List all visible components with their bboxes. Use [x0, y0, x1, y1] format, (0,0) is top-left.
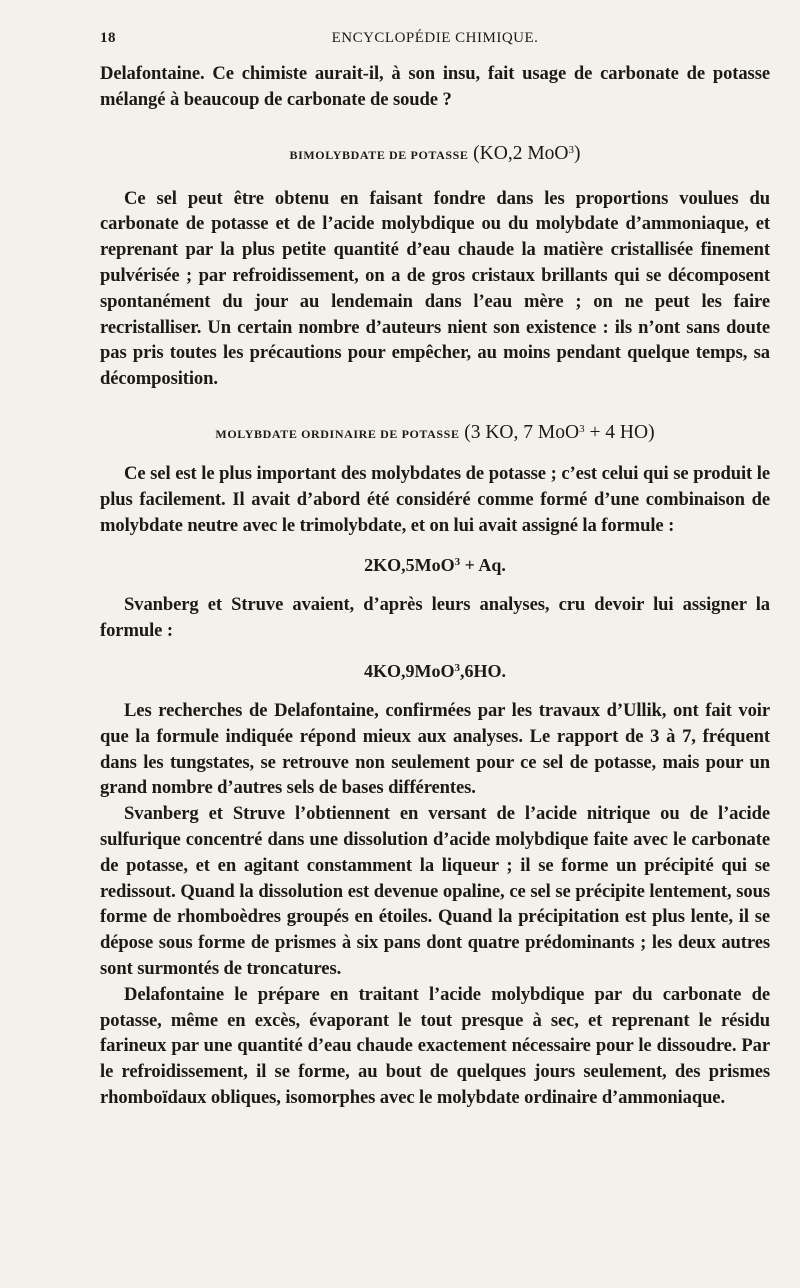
section-heading-bimolybdate	[100, 141, 770, 168]
section-heading-molybdate-ordinaire	[100, 420, 770, 447]
paragraph-2: Ce sel peut être obtenu en faisant fondre dans les proportions voulues du carbonate de potasse et de l’acide molybdique ou du molybdate d’ammoniaque, et reprenant par la plus petite quantité d’eau chaude la matière cristallisée finement pulvérisée ; par refroidissement, on a de gros cristaux brillants qui se décomposent spontanément du jour au lendemain dans l’eau mère ; on ne peut les faire recristalliser. Un certain nombre d’auteurs nient son existence : ils n’ont sans doute pas pris toutes les précautions pour empêcher, au moins pendant quelque temps, sa décomposition.	[100, 187, 770, 390]
paragraph-6: Svanberg et Struve l’obtiennent en versant de l’acide nitrique ou de l’acide sulfurique concentré dans une dissolution d’acide molybdique faite avec le carbonate de potasse, et en agitant constamment la liqueur ; il se forme un précipité qui se redissout. Quand la dissolution est devenue opaline, ce sel se précipite lentement, sous forme de rhomboèdres groupés en étoiles. Quand la précipitation est plus lente, il se dépose sous forme de prismes à six pans dont quatre prédominants ; les deux autres sont surmontés de troncatures.	[100, 803, 770, 979]
book-page	[100, 30, 770, 1111]
running-head	[100, 30, 770, 52]
heading-formula: (3 KO, 7 MoO$^3$ + 4 HO)	[464, 421, 655, 443]
paragraph-7: Delafontaine le prépare en traitant l’acide molybdique par du carbonate de potasse, même en excès, évaporant le tout presque à sec, et reprenant le résidu farineux par une quantité d’eau chaude exactement nécessaire pour le dissoudre. Par le refroidissement, il se forme, au bout de quelques jours seulement, des prismes rhomboïdaux obliques, isomorphes avec le molybdate ordinaire d’ammoniaque.	[100, 983, 770, 1108]
formula-2: 4KO,9MoO$^3$,6HO.	[363, 660, 506, 681]
heading-label: BIMOLYBDATE DE POTASSE	[289, 147, 469, 162]
page-number: 18	[100, 30, 116, 46]
paragraph-3: Ce sel est le plus important des molybdates de potasse ; c’est celui qui se produit le plus facilement. Il avait d’abord été considéré comme formé d’une combinaison de molybdate neutre avec le trimolybdate, et on lui avait assigné la formule :	[100, 462, 770, 536]
paragraph-1: Delafontaine. Ce chimiste aurait-il, à son insu, fait usage de carbonate de potasse mélangé à beaucoup de carbonate de soude ?	[100, 63, 770, 110]
heading-label: MOLYBDATE ORDINAIRE DE POTASSE	[215, 426, 460, 441]
paragraph-4: Svanberg et Struve avaient, d’après leurs analyses, cru devoir lui assigner la formule :	[100, 594, 770, 642]
formula-1: 2KO,5MoO$^3$ + Aq.	[364, 555, 506, 576]
heading-formula: (KO,2 MoO$^3$)	[473, 142, 581, 164]
running-title: ENCYCLOPÉDIE CHIMIQUE.	[331, 30, 539, 46]
paragraph-5: Les recherches de Delafontaine, confirmées par les travaux d’Ullik, ont fait voir que la formule indiquée répond mieux aux analyses. Le rapport de 3 à 7, fréquent dans les tungstates, se retrouve non seulement pour ce sel de potasse, mais pour un grand nombre d’autres sels de bases différentes.	[100, 699, 770, 799]
